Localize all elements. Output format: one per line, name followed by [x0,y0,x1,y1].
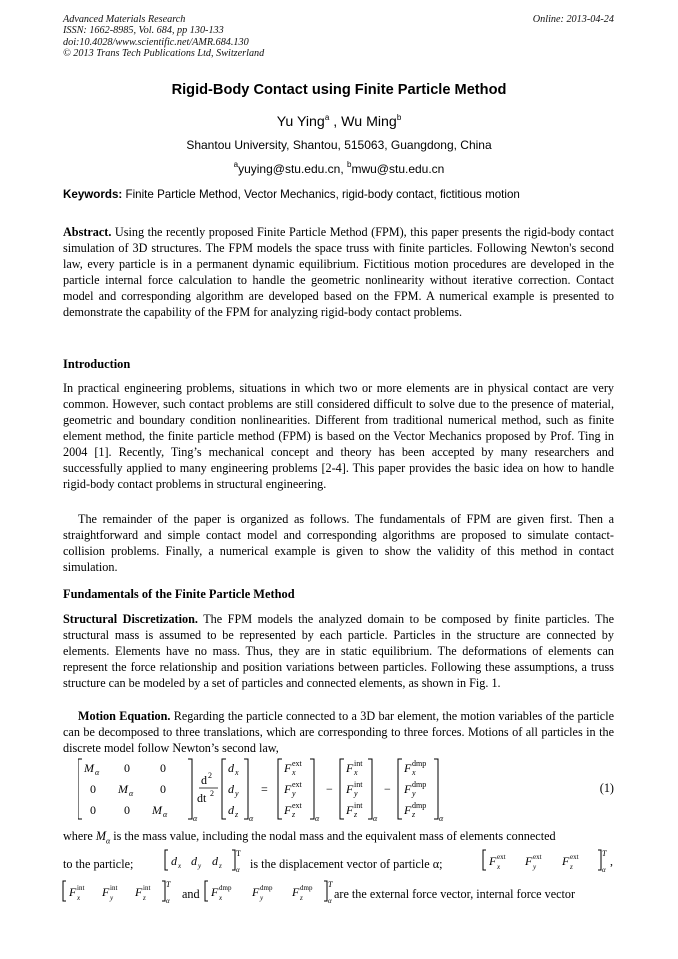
eq-subscript: α [236,866,240,874]
external-force-vector-inline [482,846,616,874]
eq-force: F [346,803,354,817]
vector-bracket [165,850,168,870]
fundamentals-heading: Fundamentals of the Finite Particle Method [63,587,295,601]
eq-superscript: int [143,884,151,892]
displacement-vector-inline [164,846,244,874]
eq-superscript: ext [570,853,579,861]
svg-text:y: y [292,789,296,798]
eq-zero: 0 [124,761,130,775]
svg-text:z: z [235,810,239,819]
introduction-paragraph: The remainder of the paper is organized as follows. The fundamentals of FPM are given first. Then a straightforward and simple contact model and corresponding algorithms are proposed to simulate contact-collision problems. Finally, a numerical example is given to show the validity of this method in contact simulation. [63,512,614,574]
eq-force: F [346,761,354,775]
svg-text:x: x [354,768,358,777]
eq-equals: = [261,782,268,796]
eq-mass-element: M [152,803,162,817]
svg-text:z: z [292,810,296,819]
svg-text:,: , [610,854,613,868]
affiliation: Shantou University, Shantou, 515063, Guangdong, China [186,138,492,152]
email-mark: a [233,160,239,169]
vector-bracket [434,759,438,819]
keywords [63,188,520,201]
eq-subscript: α [249,814,254,821]
sd-label: Structural Discretization. [63,612,198,626]
eq-subscript: α [439,814,444,821]
eq-force: F [525,854,533,868]
vector-bracket [232,850,235,870]
svg-text:z: z [219,862,222,870]
eq-superscript: int [110,884,118,892]
svg-text:y: y [354,789,358,798]
equation-number: (1) [599,781,614,795]
eq-force: F [292,885,300,899]
vector-bracket [63,881,66,901]
svg-text:T: T [236,849,241,858]
after-equation-line-3-end: are the external force vector, internal force vector [334,887,576,901]
abstract-label: Abstract. [63,225,112,239]
copyright-line: © 2013 Trans Tech Publications Ltd, Switzerland [63,47,265,59]
and-text: and [182,887,200,901]
where-text: where [63,829,96,843]
eq-superscript: dmp [412,759,427,768]
eq-force: F [404,803,412,817]
online-date: Online: 2013-04-24 [532,14,614,25]
eq-force: F [404,761,412,775]
after-equation-line-2-start: to the particle; [63,857,134,871]
vector-bracket [483,850,486,870]
eq-subscript: α [373,814,378,821]
vector-bracket [222,759,226,819]
svg-text:x: x [292,768,296,777]
eq-superscript: ext [497,853,506,861]
svg-text:T: T [328,880,333,889]
svg-text:y: y [533,863,537,871]
eq-force: F [404,782,412,796]
eq-force: F [102,885,110,899]
eq-force: F [69,885,77,899]
eq-superscript: dmp [300,884,313,892]
damping-force-vector-inline [204,877,344,905]
author-name: Wu Ming [341,114,397,130]
issn-line: ISSN: 1662-8985, Vol. 684, pp 130-133 [63,25,224,37]
svg-text:T: T [602,849,607,858]
svg-text:z: z [412,810,416,819]
introduction-paragraph: In practical engineering problems, situations in which two or more elements are in physical contact are very common. However, such contact problems are still considered difficult to solve due to the presence of material, geometric and boundary condition nonlinearities. Different from traditional numerical method, such as finite element method, the finite particle method (FPM) is based on the Vector Mechanics proposed by Prof. Ting in 2004 [1]. Recently, Ting’s mechanical concept and theory has been accepted by many researchers and successfully applied to many engineering problems [2-4]. This paper provides the basic idea on how to handle rigid-body contact problems in structural engineering. [63,381,614,491]
svg-text:x: x [219,894,223,902]
eq-mass-element: M [118,782,128,796]
sd-text: The FPM models the analyzed domain to be composed by finite particles. The structural mass is assumed to be represented by each particle. Particles in the structure are connected by elements. Elements have no mass. Thus, they are in static equilibrium. The deformations of elements can represent the force relationship and position variations between particles. Following these assumptions, a truss structure can be modeled by a set of particles and connected elements, as shown in Fig. 1. [63,612,614,690]
email-line [0,160,678,176]
eq-d: d [171,854,177,868]
structural-discretization-paragraph [63,611,614,691]
abstract-text: Using the recently proposed Finite Particle Method (FPM), this paper presents the rigid-body contact simulation of 3D structures. The FPM models the space truss with finite particles. Following Newton's second law, every particle is in a permanent dynamic equilibrium. Fictitious motion procedures are developed in the particle internal force calculation to handle the geometric nonlinearity without iterative correction. Contact model and corresponding algorithm are developed based on the FPM. A numerical example is presented to demonstrate the capability of the FPM for analyzing rigid-body contact problems. [63,225,614,319]
paper-title: Rigid-Body Contact using Finite Particle Method [171,82,507,98]
svg-text:x: x [77,894,81,902]
eq-subscript: α [602,866,606,874]
email-a: yuying@stu.edu.cn, [238,162,348,176]
svg-text:y: y [412,789,416,798]
eq-force: F [284,803,292,817]
eq-subscript: α [328,897,332,905]
eq-d: d [228,782,234,796]
eq-force: F [284,782,292,796]
email-mark: b [347,160,352,169]
motion-equation-paragraph [63,708,614,756]
svg-text:z: z [354,810,358,819]
eq-subscript: α [163,810,168,819]
journal-header [63,14,264,59]
vector-bracket [398,759,402,819]
eq-zero: 0 [90,803,96,817]
eq-d: d [228,803,234,817]
keywords-text: Finite Particle Method, Vector Mechanics, rigid-body contact, fictitious motion [122,188,520,201]
svg-text:z: z [143,894,146,902]
internal-force-vector-inline [62,877,182,905]
eq-zero: 0 [160,782,166,796]
eq-d: d [191,854,197,868]
mass-subscript: α [105,836,111,846]
mass-symbol: M [95,829,106,843]
eq-force: F [252,885,260,899]
svg-text:y: y [235,789,239,798]
svg-text:z: z [300,894,303,902]
me-label: Motion Equation. [78,709,171,723]
eq-force: F [211,885,219,899]
svg-text:T: T [166,880,171,889]
author-name: Yu Ying [276,114,325,130]
svg-text:x: x [235,768,239,777]
eq-subscript: α [166,897,170,905]
svg-text:y: y [260,894,264,902]
eq-zero: 0 [124,803,130,817]
eq-mass-element: M [84,761,94,775]
vector-bracket [162,881,165,901]
author-separator: , [329,114,342,130]
eq-superscript: dmp [412,780,427,789]
eq-subscript: α [193,814,198,821]
eq-superscript: int [354,759,363,768]
me-text: Regarding the particle connected to a 3D bar element, the motion variables of the particle can be decomposed to three translations, which are corresponding to three forces. Motions of all particles in the discrete model follow Newton’s second law, [63,709,614,755]
svg-text:z: z [570,863,573,871]
eq-superscript: int [354,780,363,789]
vector-bracket [205,881,208,901]
eq-force: F [346,782,354,796]
after-equation-line-2-mid: is the displacement vector of particle α; [250,857,443,871]
eq-superscript: int [354,801,363,810]
eq-minus: − [326,782,333,796]
eq-subscript: α [95,768,100,777]
author-affil-mark: a [324,113,330,122]
eq-force: F [284,761,292,775]
eq-d: d [201,773,207,787]
introduction-heading: Introduction [63,357,131,371]
vector-bracket [310,759,314,819]
eq-superscript: dmp [260,884,273,892]
svg-text:y: y [198,862,202,870]
eq-d: d [228,761,234,775]
eq-superscript: ext [292,759,302,768]
abstract-paragraph [63,224,614,320]
eq-force: F [562,854,570,868]
eq-superscript: ext [533,853,542,861]
author-affil-mark: b [396,113,402,122]
journal-name: Advanced Materials Research [63,14,186,25]
eq-subscript: α [129,789,134,798]
eq-zero: 0 [160,761,166,775]
svg-text:y: y [110,894,114,902]
eq-exponent: 2 [210,789,214,798]
svg-text:x: x [497,863,501,871]
eq-subscript: α [315,814,320,821]
eq-exponent: 2 [208,771,212,780]
equation-1 [78,757,618,821]
svg-text:x: x [412,768,416,777]
doi-line: doi:10.4028/www.scientific.net/AMR.684.130 [63,36,249,48]
eq-d: d [212,854,218,868]
eq-superscript: ext [292,780,302,789]
eq-minus: − [384,782,391,796]
matrix-bracket [78,759,82,819]
keywords-label: Keywords: [63,188,123,201]
vector-bracket [324,881,327,901]
vector-bracket [368,759,372,819]
eq-superscript: ext [292,801,302,810]
svg-text:x: x [178,862,182,870]
matrix-bracket [188,759,192,819]
eq-zero: 0 [90,782,96,796]
vector-bracket [244,759,248,819]
eq-force: F [135,885,143,899]
eq-superscript: dmp [219,884,232,892]
vector-bracket [278,759,282,819]
mass-description: is the mass value, including the nodal mass and the equivalent mass of elements connected [110,829,556,843]
vector-bracket [340,759,344,819]
email-b: mwu@stu.edu.cn [351,162,445,176]
eq-force: F [489,854,497,868]
author-line [0,113,678,130]
vector-bracket [598,850,601,870]
eq-dt: dt [197,791,207,805]
eq-superscript: int [77,884,85,892]
eq-superscript: dmp [412,801,427,810]
